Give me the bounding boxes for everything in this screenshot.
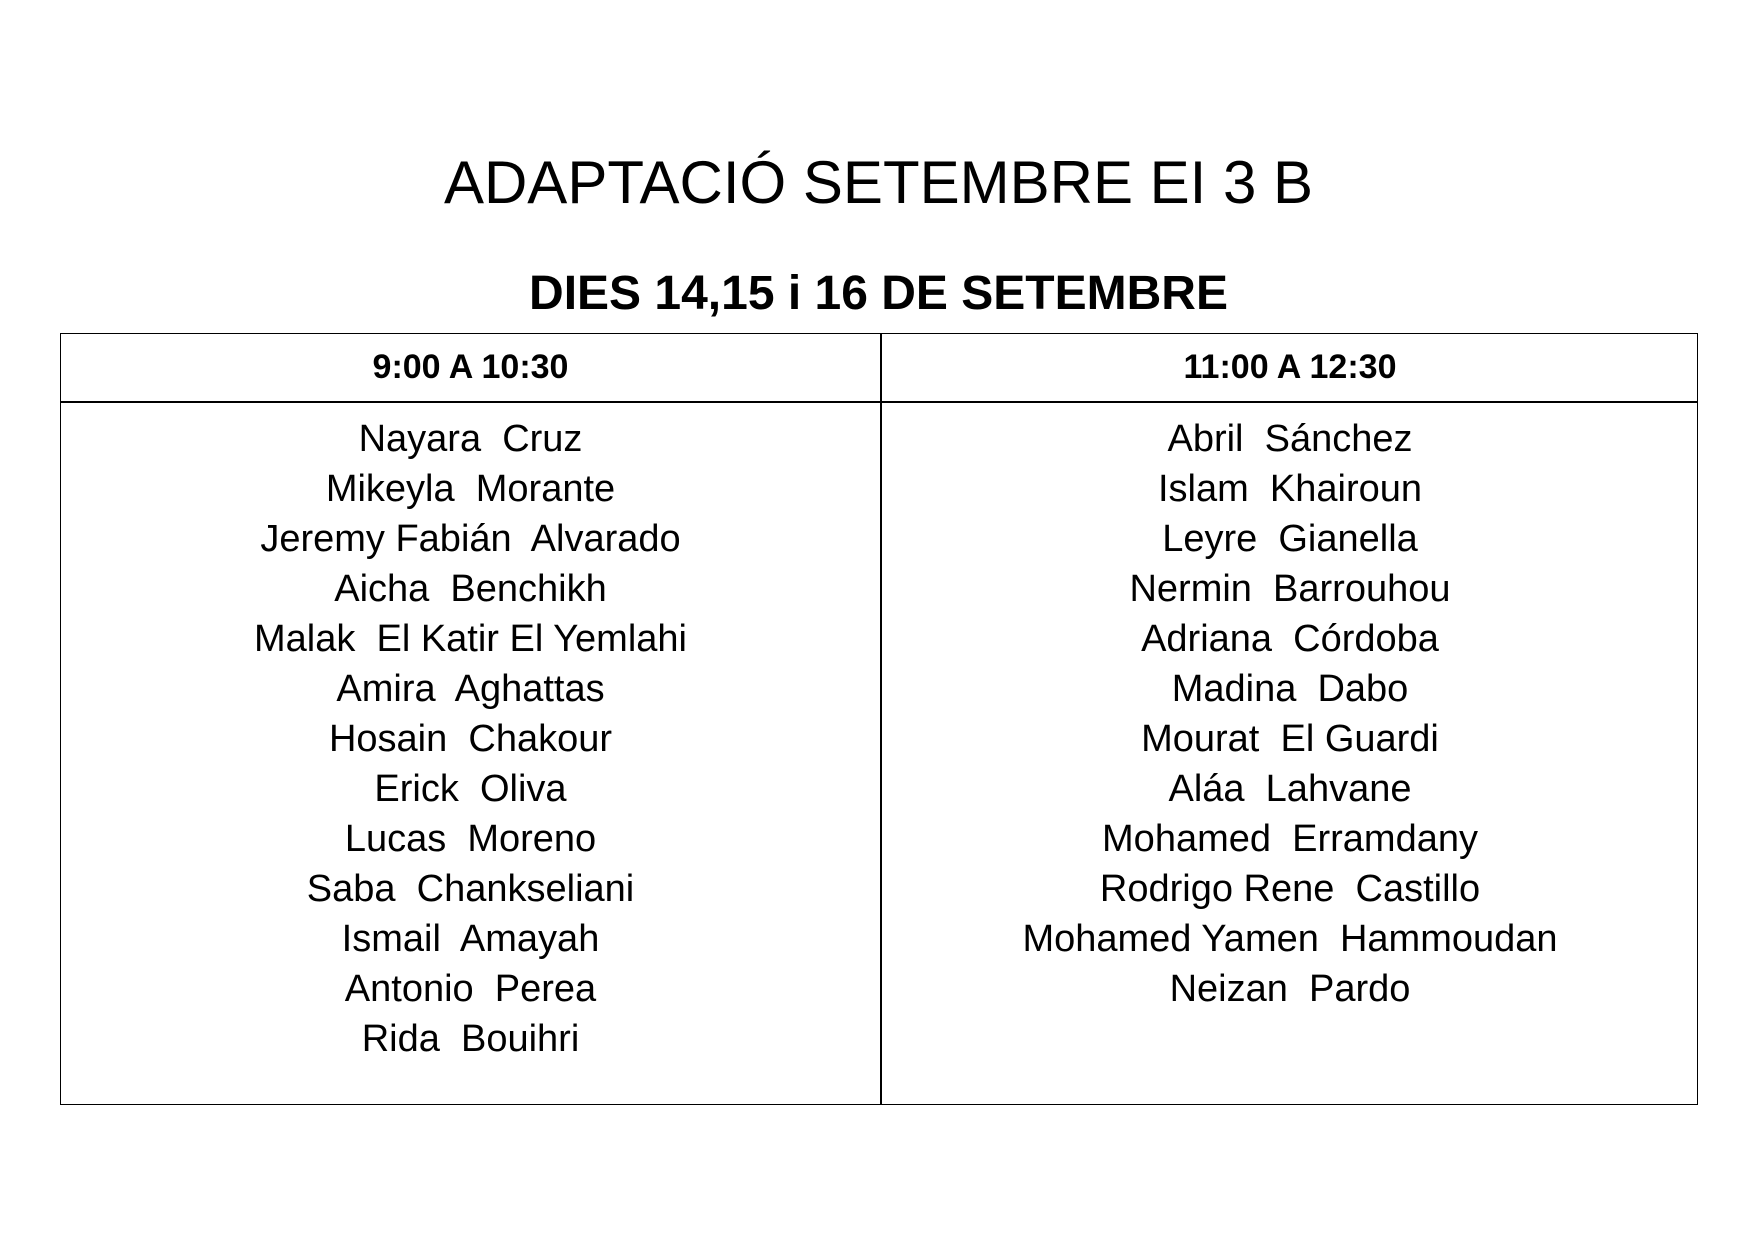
- list-item: Aláa Lahvane: [1168, 768, 1412, 810]
- list-item: Amira Aghattas: [336, 668, 605, 710]
- list-item: Malak El Katir El Yemlahi: [254, 618, 687, 660]
- list-item: Madina Dabo: [1171, 668, 1409, 710]
- list-item: Hosain Chakour: [328, 718, 613, 760]
- list-item: Mohamed Erramdany: [1102, 818, 1478, 860]
- column-header-morning: 9:00 A 10:30: [372, 348, 569, 386]
- list-item: Nayara Cruz: [358, 418, 583, 460]
- list-item: Rida Bouihri: [361, 1018, 580, 1060]
- list-item: Erick Oliva: [374, 768, 567, 810]
- list-item: Nermin Barrouhou: [1129, 568, 1451, 610]
- list-item: Mourat El Guardi: [1141, 718, 1439, 760]
- list-item: Aicha Benchikh: [334, 568, 607, 610]
- document-subtitle: DIES 14,15 i 16 DE SETEMBRE: [529, 267, 1228, 320]
- name-list-late-morning: [881, 414, 1699, 1014]
- list-item: Ismail Amayah: [341, 918, 600, 960]
- list-item: Saba Chankseliani: [306, 868, 635, 910]
- list-item: Rodrigo Rene Castillo: [1099, 868, 1481, 910]
- list-item: Mikeyla Morante: [325, 468, 616, 510]
- list-item: Antonio Perea: [344, 968, 597, 1010]
- list-item: Neizan Pardo: [1169, 968, 1411, 1010]
- header-divider: [61, 401, 1697, 403]
- list-item: Abril Sánchez: [1167, 418, 1413, 460]
- list-item: Mohamed Yamen Hammoudan: [1022, 918, 1558, 960]
- schedule-table: [60, 333, 1698, 1105]
- name-list-morning: [61, 414, 880, 1064]
- list-item: Lucas Moreno: [344, 818, 597, 860]
- list-item: Adriana Córdoba: [1141, 618, 1439, 660]
- list-item: Islam Khairoun: [1157, 468, 1422, 510]
- list-item: Jeremy Fabián Alvarado: [260, 518, 681, 560]
- column-header-late-morning: 11:00 A 12:30: [1183, 348, 1397, 386]
- document-title: ADAPTACIÓ SETEMBRE EI 3 B: [443, 149, 1314, 216]
- list-item: Leyre Gianella: [1162, 518, 1418, 560]
